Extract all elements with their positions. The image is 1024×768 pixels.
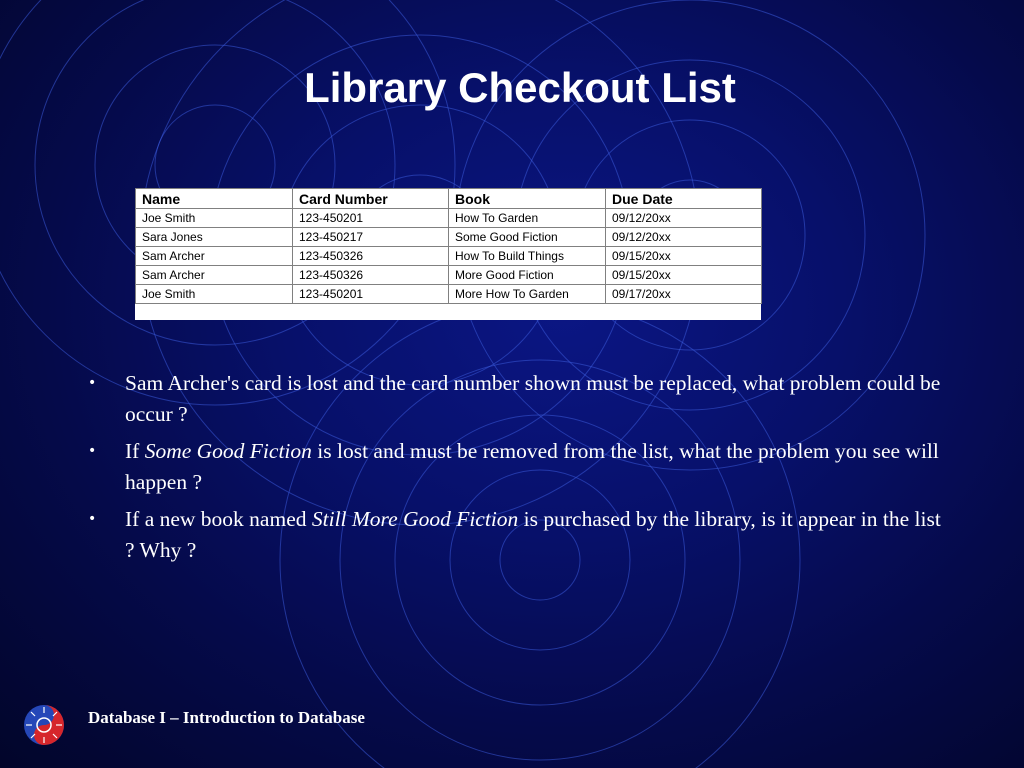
bullet-marker: • [88, 375, 97, 391]
table-row [136, 228, 762, 247]
bullet-marker: • [88, 511, 97, 527]
question-text: is lost and must be removed from the list, what the problem you see will happen ? [125, 439, 939, 494]
table-row [136, 266, 762, 285]
cell-name: Sam Archer [136, 247, 293, 266]
column-header-name: Name [136, 189, 293, 209]
university-seal-icon [22, 703, 66, 747]
cell-card-number: 123-450326 [293, 247, 449, 266]
checkout-table [135, 188, 762, 304]
table-row [136, 247, 762, 266]
cell-book: How To Build Things [449, 247, 606, 266]
column-header-book: Book [449, 189, 606, 209]
cell-book: More Good Fiction [449, 266, 606, 285]
cell-card-number: 123-450201 [293, 209, 449, 228]
cell-book: Some Good Fiction [449, 228, 606, 247]
slide-title: Library Checkout List [304, 64, 736, 111]
question-item [88, 504, 948, 566]
checkout-table-container [135, 188, 761, 320]
cell-book: More How To Garden [449, 285, 606, 304]
cell-card-number: 123-450217 [293, 228, 449, 247]
cell-due-date: 09/17/20xx [606, 285, 762, 304]
column-header-card-number: Card Number [293, 189, 449, 209]
book-title-emphasis: Still More Good Fiction [311, 507, 519, 531]
cell-name: Joe Smith [136, 285, 293, 304]
slide-footer: Database I – Introduction to Database [88, 708, 365, 727]
book-title-emphasis: Some Good Fiction [144, 439, 312, 463]
table-row [136, 285, 762, 304]
question-text: If a new book named [125, 507, 312, 531]
question-text: If [125, 439, 145, 463]
question-text: is purchased by the library, is it appear in the list ? Why ? [125, 507, 941, 562]
question-text: Sam Archer's card is lost and the card number shown must be replaced, what problem could be occur ? [125, 371, 941, 426]
cell-card-number: 123-450201 [293, 285, 449, 304]
question-list [88, 368, 948, 572]
cell-due-date: 09/12/20xx [606, 228, 762, 247]
cell-name: Sara Jones [136, 228, 293, 247]
cell-due-date: 09/12/20xx [606, 209, 762, 228]
cell-card-number: 123-450326 [293, 266, 449, 285]
cell-name: Sam Archer [136, 266, 293, 285]
cell-due-date: 09/15/20xx [606, 266, 762, 285]
column-header-due-date: Due Date [606, 189, 762, 209]
question-item [88, 436, 948, 498]
question-item [88, 368, 948, 430]
table-row [136, 209, 762, 228]
table-header-row [136, 189, 762, 209]
cell-due-date: 09/15/20xx [606, 247, 762, 266]
bullet-marker: • [88, 443, 97, 459]
cell-book: How To Garden [449, 209, 606, 228]
cell-name: Joe Smith [136, 209, 293, 228]
